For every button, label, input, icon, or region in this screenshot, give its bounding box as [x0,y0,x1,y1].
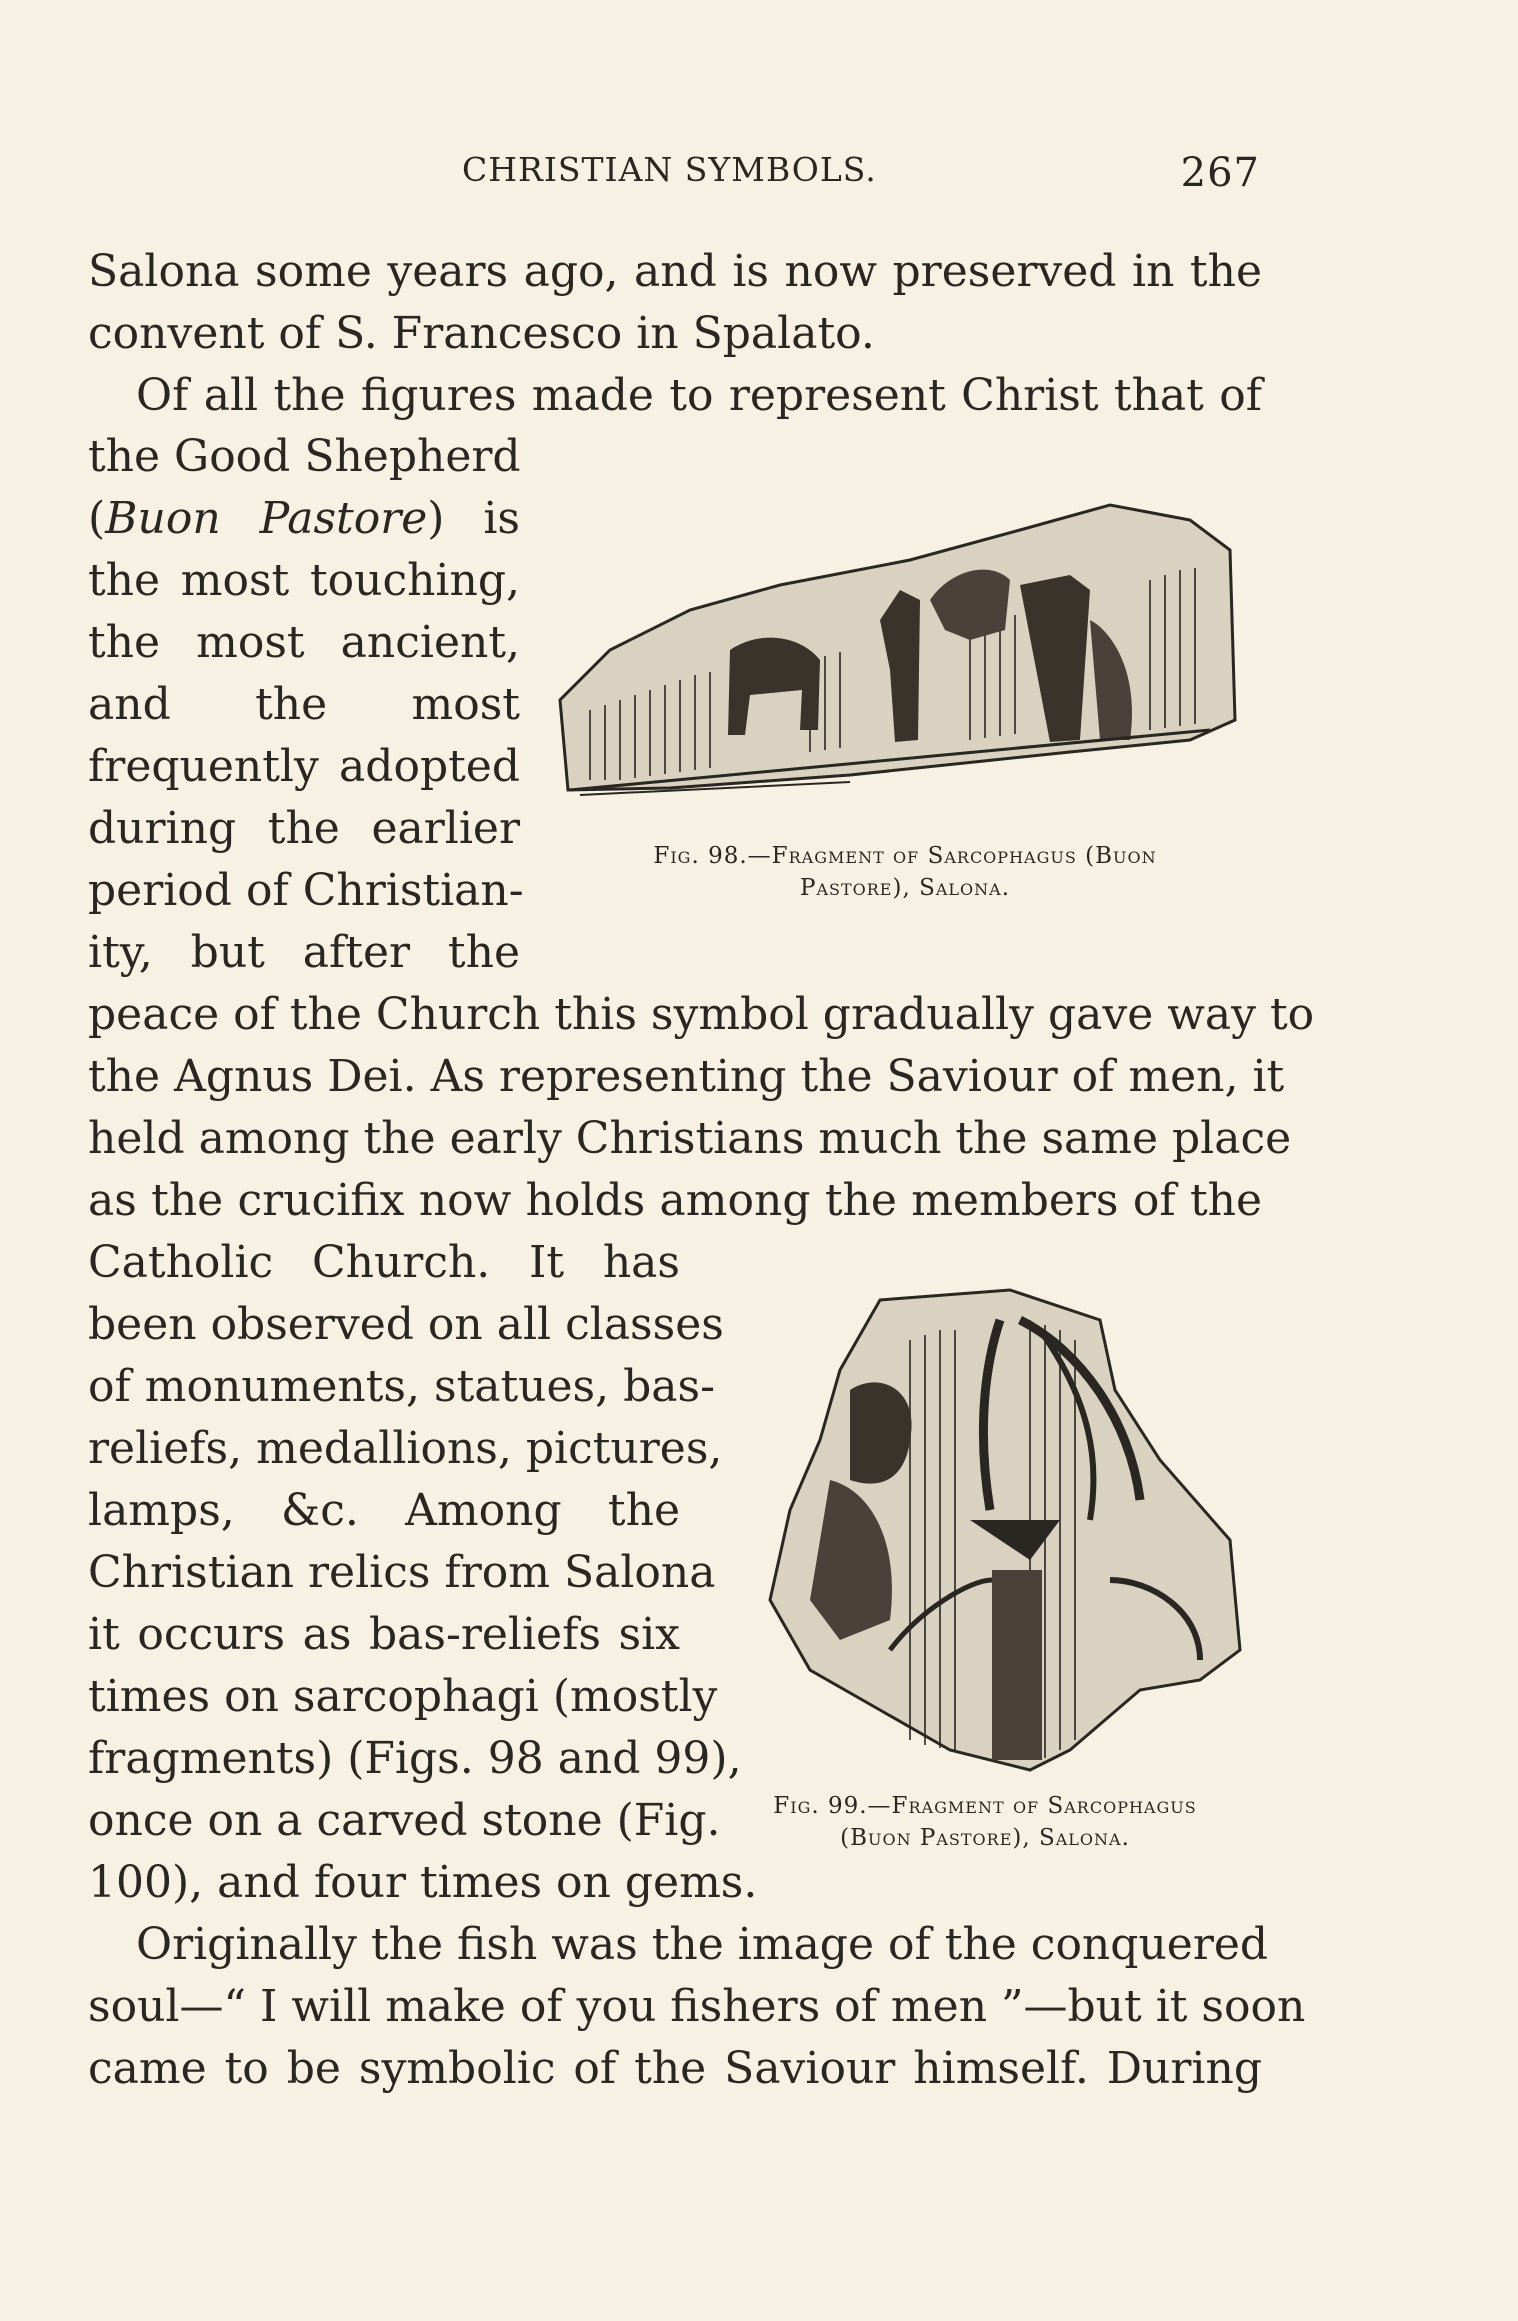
figure-99-caption [705,1790,1265,1854]
text-line: once on a carved stone (Fig. [88,1795,721,1846]
figure-98-caption-line1: Fig. 98.—Fragment of Sarcophagus (Buon [653,843,1157,869]
text-line: frequently adopted [88,741,520,792]
text-line: times on sarcophagi (mostly [88,1671,718,1722]
text-line: Originally the fish was the image of the conquered [136,1919,1269,1970]
text-line: period of Christian- [88,865,524,916]
text-line: during the earlier [88,803,520,854]
text-line: fragments) (Figs. 98 and 99), [88,1733,742,1784]
figure-98-sarcophagus-fragment [550,490,1240,810]
text-line: the most touching, [88,555,520,606]
page-number: 267 [1180,150,1260,196]
figure-99-caption-line1: Fig. 99.—Fragment of Sarcophagus [773,1793,1197,1819]
text-line: convent of S. Francesco in Spalato. [88,308,875,359]
text-line: and the most [88,679,520,730]
figure-99-sarcophagus-fragment [730,1280,1250,1780]
text-line: (Buon Pastore) is [88,493,520,544]
italic-phrase: Buon Pastore [105,493,428,544]
figure-98-caption [560,840,1250,904]
figure-98-caption-line2: Pastore), Salona. [799,875,1011,901]
figure-99-illustration [730,1280,1250,1780]
text-line: of monuments, statues, bas- [88,1361,715,1412]
text-line: as the crucifix now holds among the members of the [88,1175,1262,1226]
running-header [90,150,1260,200]
figure-98-illustration [550,490,1240,810]
text-line: it occurs as bas-reliefs six [88,1609,680,1660]
text-line: Of all the figures made to represent Christ that of [136,370,1262,421]
text-line: lamps, &c. Among the [88,1485,680,1536]
figure-99-caption-line2: (Buon Pastore), Salona. [840,1825,1130,1851]
text-line: Christian relics from Salona [88,1547,716,1598]
text-line: the most ancient, [88,617,520,668]
text-line: came to be symbolic of the Saviour himself. During [88,2043,1262,2094]
text-line: soul—“ I will make of you fishers of men ”—but it soon [88,1981,1306,2032]
text-line: peace of the Church this symbol gradually gave way to [88,989,1315,1040]
text-line: ity, but after the [88,927,520,978]
text-line: Salona some years ago, and is now preserved in the [88,246,1262,297]
running-title: CHRISTIAN SYMBOLS. [462,150,877,189]
text-line: the Agnus Dei. As representing the Saviour of men, it [88,1051,1285,1102]
text-line: been observed on all classes [88,1299,724,1350]
text-line: Catholic Church. It has [88,1237,680,1288]
text-line: 100), and four times on gems. [88,1857,758,1908]
text-line: reliefs, medallions, pictures, [88,1423,723,1474]
text-line: the Good Shepherd [88,431,521,482]
text-line: held among the early Christians much the same place [88,1113,1292,1164]
